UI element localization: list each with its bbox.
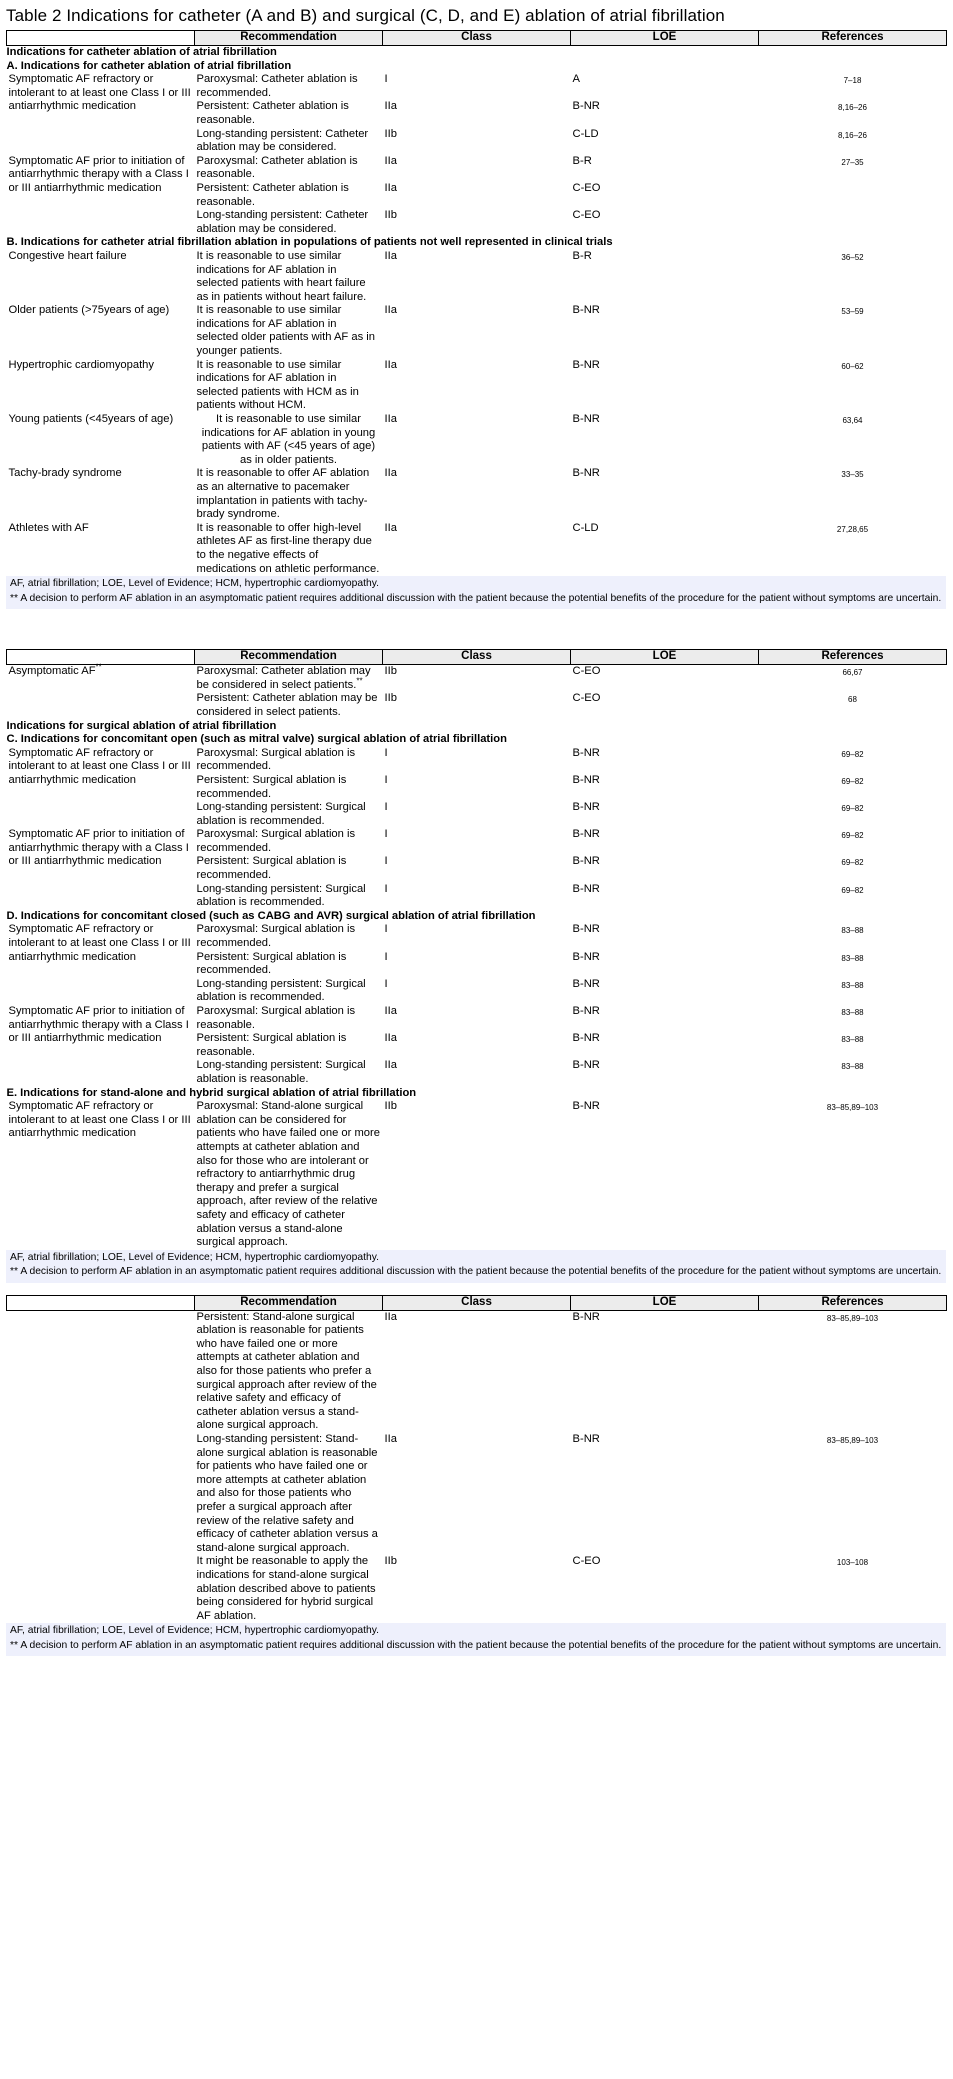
abbreviations-footnote: AF, atrial fibrillation; LOE, Level of Evidence; HCM, hypertrophic cardiomyopathy.: [10, 1625, 379, 1637]
references-cell: 83–88: [841, 1062, 864, 1072]
loe-cell: B-NR: [572, 950, 600, 963]
population-text: Tachy-brady syndrome: [8, 467, 122, 480]
abbreviations-footnote: AF, atrial fibrillation; LOE, Level of Evidence; HCM, hypertrophic cardiomyopathy.: [10, 578, 379, 590]
header-row: [7, 650, 947, 665]
recommendation-text: Long-standing persistent: Surgical ablation is recommended.: [196, 882, 366, 909]
references-cell: 83–88: [841, 980, 864, 990]
recommendation-cell: [195, 692, 383, 719]
header-recommendation: Recommendation: [195, 650, 383, 665]
recommendation-cell: [195, 413, 383, 467]
loe-cell: C-EO: [572, 692, 601, 705]
loe-cell: B-NR: [572, 467, 600, 480]
references-cell: 53–59: [841, 307, 864, 317]
references-cell: [759, 209, 947, 236]
population-cell: [7, 828, 195, 910]
recommendation-cell: [195, 155, 383, 182]
class-cell: IIa: [384, 1310, 397, 1323]
section-heading-row: [7, 46, 947, 60]
recommendation-cell: [195, 73, 383, 100]
recommendation-cell: [195, 182, 383, 209]
references-cell: 68: [848, 695, 857, 705]
class-cell: IIa: [384, 100, 397, 113]
references-cell: 27–35: [841, 157, 864, 167]
population-text: Symptomatic AF prior to initiation of antiarrhythmic therapy with a Class I or III antiarrhythmic medication: [8, 154, 189, 194]
table-row: [7, 250, 947, 304]
references-cell: 69–82: [841, 885, 864, 895]
recommendation-text: It is reasonable to use similar indications for AF ablation in selected older patients with AF as in younger patients.: [196, 304, 375, 358]
asymptomatic-footnote: [10, 1639, 942, 1654]
loe-cell: B-NR: [572, 304, 600, 317]
recommendation-text: Persistent: Catheter ablation may be considered in select patients.: [196, 692, 378, 718]
loe-cell: B-R: [572, 249, 592, 262]
references-cell: 103–108: [836, 1558, 869, 1568]
footnote-mark: **: [10, 592, 19, 604]
population-text: Symptomatic AF refractory or intolerant to at least one Class I or III antiarrhythmic medication: [8, 1100, 191, 1140]
loe-cell: C-EO: [572, 665, 601, 678]
recommendation-cell: [195, 665, 383, 693]
recommendations-table: [6, 1295, 947, 1624]
table-row: [7, 304, 947, 358]
references-cell: 83–88: [841, 926, 864, 936]
population-text: Symptomatic AF prior to initiation of antiarrhythmic therapy with a Class I or III antiarrhythmic medication: [8, 828, 189, 868]
recommendation-text: Paroxysmal: Stand-alone surgical ablation can be considered for patients who have failed one or more attempts at catheter ablation and also for those who are intolerant or refractory to antiarrhythmic drug therapy and prefer a surgical approach, after review of the relative safety and efficacy of catheter ablation versus a stand-alone surgical approach.: [196, 1100, 380, 1249]
references-cell: 69–82: [841, 804, 864, 814]
loe-cell: B-NR: [572, 1310, 600, 1323]
references-cell: 83–88: [841, 953, 864, 963]
recommendation-cell: [195, 209, 383, 236]
table-row: [7, 1005, 947, 1032]
population-text: Young patients (<45years of age): [8, 413, 174, 426]
table-row: [7, 1310, 947, 1433]
table-row: [7, 413, 947, 467]
class-cell: IIb: [384, 692, 397, 705]
header-loe: LOE: [571, 31, 759, 46]
population-cell: [7, 250, 195, 304]
header-population: [7, 1295, 195, 1310]
recommendation-cell: [195, 855, 383, 882]
population-cell: [7, 747, 195, 829]
table-row: [7, 828, 947, 855]
population-cell: [7, 304, 195, 358]
table-row: [7, 359, 947, 413]
recommendation-text: Paroxysmal: Surgical ablation is recommended.: [196, 828, 356, 854]
abbreviations-footnote: AF, atrial fibrillation; LOE, Level of Evidence; HCM, hypertrophic cardiomyopathy.: [10, 1251, 379, 1263]
loe-cell: B-NR: [572, 923, 600, 936]
section-heading: C. Indications for concomitant open (such as mitral valve) surgical ablation of atrial fibrillation: [6, 733, 507, 746]
table-part-1: [6, 30, 947, 576]
population-text: Athletes with AF: [8, 521, 89, 534]
table-row: [7, 522, 947, 576]
header-class: Class: [383, 650, 571, 665]
class-cell: IIa: [384, 304, 397, 317]
footnote-mark: **: [10, 1266, 19, 1278]
recommendation-text: Paroxysmal: Catheter ablation may be considered in select patients.: [196, 665, 371, 691]
recommendation-cell: [195, 828, 383, 855]
loe-cell: A: [572, 73, 580, 86]
recommendation-text: Persistent: Surgical ablation is recommended.: [196, 950, 347, 977]
recommendation-text: Long-standing persistent: Stand-alone surgical ablation is reasonable for patients who have failed one or more attempts at catheter ablation and also for those patients who prefer a surgical approach after review of the relative safety and efficacy of catheter ablation versus a stand-alone surgical approach.: [196, 1433, 378, 1554]
references-cell: 8,16–26: [838, 103, 867, 113]
asymptomatic-footnote: [10, 1265, 942, 1280]
class-cell: IIa: [384, 467, 397, 480]
recommendation-cell: [195, 1059, 383, 1086]
loe-cell: B-NR: [572, 413, 600, 426]
table-part-3: [6, 1295, 947, 1624]
loe-cell: B-NR: [572, 977, 600, 990]
class-cell: I: [384, 977, 388, 990]
recommendation-cell: [195, 774, 383, 801]
references-cell: 27,28,65: [836, 524, 869, 534]
recommendation-cell: [195, 128, 383, 155]
section-heading: Indications for surgical ablation of atrial fibrillation: [6, 719, 277, 732]
class-cell: I: [384, 950, 388, 963]
recommendation-text: It is reasonable to use similar indications for AF ablation in young patients with AF (<45 years of age) as in older patients.: [201, 413, 376, 466]
section-heading: B. Indications for catheter atrial fibrillation ablation in populations of patients not well represented in clinical trials: [6, 236, 613, 249]
references-cell: 83–88: [841, 1035, 864, 1045]
section-heading-row: [7, 60, 947, 74]
header-references: References: [759, 31, 947, 46]
references-cell: 69–82: [841, 749, 864, 759]
recommendation-text: Long-standing persistent: Surgical ablation is reasonable.: [196, 1059, 366, 1085]
recommendation-cell: [195, 100, 383, 127]
population-text: Symptomatic AF refractory or intolerant to at least one Class I or III antiarrhythmic medication: [8, 923, 191, 963]
header-references: References: [759, 650, 947, 665]
recommendation-text: Persistent: Surgical ablation is recommended.: [196, 773, 347, 800]
population-text: Asymptomatic AF: [8, 665, 96, 678]
footnote-mark: **: [95, 662, 102, 672]
class-cell: I: [384, 923, 388, 936]
section-heading-row: [7, 236, 947, 250]
recommendation-cell: [195, 359, 383, 413]
references-cell: 69–82: [841, 776, 864, 786]
population-text: Older patients (>75years of age): [8, 304, 170, 317]
header-class: Class: [383, 31, 571, 46]
population-cell: [7, 1100, 195, 1250]
footnote-mark: **: [10, 1639, 19, 1651]
references-cell: 33–35: [841, 470, 864, 480]
population-text: Symptomatic AF refractory or intolerant to at least one Class I or III antiarrhythmic medication: [8, 746, 191, 786]
recommendation-cell: [195, 1310, 383, 1433]
table-footnotes: [6, 576, 946, 609]
recommendation-text: Paroxysmal: Surgical ablation is reasonable.: [196, 1005, 356, 1031]
loe-cell: B-NR: [572, 855, 600, 868]
recommendation-text: It is reasonable to use similar indications for AF ablation in selected patients with HCM as in patients without HCM.: [196, 358, 359, 412]
table-part-2: [6, 649, 947, 1250]
population-cell: [7, 1005, 195, 1087]
population-cell: [7, 413, 195, 467]
class-cell: IIb: [384, 1555, 397, 1568]
footnote-mark: **: [356, 676, 363, 686]
recommendation-cell: [195, 304, 383, 358]
recommendation-cell: [195, 1005, 383, 1032]
header-row: [7, 1295, 947, 1310]
class-cell: I: [384, 801, 388, 814]
recommendations-table: [6, 30, 947, 576]
footnote-text: A decision to perform AF ablation in an asymptomatic patient requires additional discussion with the patient because the potential benefits of the procedure for the patient without symptoms are uncertain.: [20, 592, 942, 604]
recommendation-text: Long-standing persistent: Catheter ablation may be considered.: [196, 127, 369, 154]
population-cell: [7, 522, 195, 576]
recommendation-text: Long-standing persistent: Catheter ablation may be considered.: [196, 209, 369, 235]
population-text: Symptomatic AF refractory or intolerant to at least one Class I or III antiarrhythmic medication: [8, 73, 191, 113]
recommendation-text: Persistent: Catheter ablation is reasonable.: [196, 181, 349, 208]
recommendation-cell: [195, 1032, 383, 1059]
population-text: Congestive heart failure: [8, 249, 127, 262]
references-cell: 60–62: [841, 361, 864, 371]
header-row: [7, 31, 947, 46]
population-text: Symptomatic AF prior to initiation of antiarrhythmic therapy with a Class I or III antiarrhythmic medication: [8, 1005, 189, 1045]
recommendation-text: Paroxysmal: Catheter ablation is reasonable.: [196, 154, 358, 181]
recommendation-text: Persistent: Catheter ablation is reasonable.: [196, 100, 349, 126]
recommendation-cell: [195, 923, 383, 950]
class-cell: IIa: [384, 1032, 397, 1045]
loe-cell: C-EO: [572, 1555, 601, 1568]
class-cell: IIa: [384, 521, 397, 534]
recommendation-cell: [195, 250, 383, 304]
loe-cell: B-NR: [572, 773, 600, 786]
references-cell: 69–82: [841, 858, 864, 868]
references-cell: 63,64: [842, 416, 863, 426]
references-cell: 83–85,89–103: [826, 1103, 879, 1113]
loe-cell: C-EO: [572, 181, 601, 194]
class-cell: IIa: [384, 358, 397, 371]
class-cell: IIa: [384, 1005, 397, 1017]
header-loe: LOE: [571, 650, 759, 665]
loe-cell: B-NR: [572, 746, 600, 759]
recommendation-cell: [195, 467, 383, 521]
loe-cell: B-NR: [572, 1100, 600, 1113]
header-references: References: [759, 1295, 947, 1310]
loe-cell: B-NR: [572, 801, 600, 814]
footnote-text: A decision to perform AF ablation in an asymptomatic patient requires additional discussion with the patient because the potential benefits of the procedure for the patient without symptoms are uncertain.: [20, 1639, 942, 1651]
recommendation-text: Paroxysmal: Surgical ablation is recommended.: [196, 746, 356, 773]
recommendation-cell: [195, 1100, 383, 1250]
table-row: [7, 747, 947, 774]
loe-cell: C-LD: [572, 127, 599, 140]
loe-cell: B-R: [572, 154, 592, 167]
class-cell: I: [384, 73, 388, 86]
references-cell: [759, 182, 947, 209]
references-cell: 83–85,89–103: [826, 1313, 879, 1323]
population-cell: [7, 155, 195, 237]
header-loe: LOE: [571, 1295, 759, 1310]
recommendation-cell: [195, 951, 383, 978]
class-cell: I: [384, 746, 388, 759]
header-class: Class: [383, 1295, 571, 1310]
recommendation-cell: [195, 978, 383, 1005]
recommendation-text: It is reasonable to offer high-level athletes AF as first-line therapy due to the negative effects of medications on athletic performance.: [196, 521, 380, 575]
loe-cell: B-NR: [572, 828, 600, 841]
loe-cell: B-NR: [572, 1433, 600, 1446]
population-cell: [7, 359, 195, 413]
class-cell: IIb: [384, 1100, 397, 1113]
class-cell: IIb: [384, 209, 397, 222]
loe-cell: B-NR: [572, 1032, 600, 1045]
loe-cell: B-NR: [572, 1005, 600, 1017]
recommendation-cell: [195, 747, 383, 774]
section-heading-row: [7, 1087, 947, 1101]
table-row: [7, 155, 947, 182]
recommendation-cell: [195, 883, 383, 910]
table-footnotes: [6, 1250, 946, 1283]
references-cell: 66,67: [842, 668, 863, 678]
section-heading: D. Indications for concomitant closed (such as CABG and AVR) surgical ablation of atrial fibrillation: [6, 909, 536, 922]
references-cell: 69–82: [841, 831, 864, 841]
loe-cell: C-EO: [572, 209, 601, 222]
recommendation-text: Paroxysmal: Surgical ablation is recommended.: [196, 923, 356, 950]
section-heading-row: [7, 733, 947, 747]
table-row: [7, 73, 947, 100]
table-row: [7, 467, 947, 521]
table-row: [7, 923, 947, 950]
class-cell: I: [384, 828, 388, 841]
loe-cell: C-LD: [572, 521, 599, 534]
population-cell: [7, 923, 195, 1005]
recommendation-text: Long-standing persistent: Surgical ablation is recommended.: [196, 801, 366, 827]
section-heading: E. Indications for stand-alone and hybrid surgical ablation of atrial fibrillation: [6, 1086, 417, 1099]
section-heading-row: [7, 720, 947, 734]
population-cell: [7, 73, 195, 155]
asymptomatic-footnote: [10, 592, 942, 607]
references-cell: 83–88: [841, 1008, 864, 1017]
class-cell: IIa: [384, 1059, 397, 1072]
loe-cell: B-NR: [572, 882, 600, 895]
class-cell: IIa: [384, 249, 397, 262]
section-heading-row: [7, 910, 947, 924]
references-cell: 8,16–26: [838, 130, 867, 140]
recommendation-text: It is reasonable to use similar indications for AF ablation in selected patients with heart failure as in patients without heart failure.: [196, 249, 367, 303]
recommendation-text: It is reasonable to offer AF ablation as an alternative to pacemaker implantation in patients with tachy-brady syndrome.: [196, 467, 370, 521]
class-cell: IIa: [384, 181, 397, 194]
recommendation-cell: [195, 801, 383, 828]
header-recommendation: Recommendation: [195, 1295, 383, 1310]
recommendation-text: Persistent: Surgical ablation is reasonable.: [196, 1032, 347, 1058]
recommendations-table: [6, 649, 947, 1250]
loe-cell: B-NR: [572, 1059, 600, 1072]
header-recommendation: Recommendation: [195, 31, 383, 46]
class-cell: IIb: [384, 665, 397, 678]
table-footnotes: [6, 1623, 946, 1656]
recommendation-cell: [195, 1433, 383, 1555]
loe-cell: B-NR: [572, 358, 600, 371]
class-cell: IIb: [384, 127, 397, 140]
recommendation-cell: [195, 522, 383, 576]
table-title: Table 2 Indications for catheter (A and B) and surgical (C, D, and E) ablation of atrial fibrillation: [6, 6, 725, 25]
loe-cell: B-NR: [572, 100, 600, 113]
footnote-text: A decision to perform AF ablation in an asymptomatic patient requires additional discussion with the patient because the potential benefits of the procedure for the patient without symptoms are uncertain.: [20, 1266, 942, 1278]
class-cell: IIa: [384, 154, 397, 167]
population-cell: [7, 1310, 195, 1623]
class-cell: I: [384, 882, 388, 895]
recommendation-text: Persistent: Surgical ablation is recommended.: [196, 855, 347, 882]
population-text: Hypertrophic cardiomyopathy: [8, 358, 155, 371]
references-cell: 83–85,89–103: [826, 1436, 879, 1446]
recommendation-text: Persistent: Stand-alone surgical ablation is reasonable for patients who have failed one or more attempts at catheter ablation and also for those patients who prefer a surgical approach after review of the relative safety and efficacy of catheter ablation versus a stand-alone surgical approach.: [196, 1310, 377, 1432]
table-row: [7, 1100, 947, 1250]
references-cell: 7–18: [843, 76, 862, 86]
recommendation-cell: [195, 1555, 383, 1623]
table-row: [7, 665, 947, 693]
class-cell: I: [384, 773, 388, 786]
recommendation-text: Paroxysmal: Catheter ablation is recommended.: [196, 73, 358, 99]
class-cell: I: [384, 855, 388, 868]
references-cell: 36–52: [841, 252, 864, 262]
header-population: [7, 31, 195, 46]
section-heading: Indications for catheter ablation of atrial fibrillation: [6, 46, 277, 58]
population-cell: [7, 662, 195, 720]
recommendation-text: Long-standing persistent: Surgical ablation is recommended.: [196, 977, 366, 1004]
population-cell: [7, 467, 195, 521]
recommendation-text: It might be reasonable to apply the indications for stand-alone surgical ablation described above to patients being considered for hybrid surgical AF ablation.: [196, 1555, 376, 1622]
class-cell: IIa: [384, 1433, 397, 1446]
section-heading: A. Indications for catheter ablation of atrial fibrillation: [6, 59, 292, 72]
class-cell: IIa: [384, 413, 397, 426]
